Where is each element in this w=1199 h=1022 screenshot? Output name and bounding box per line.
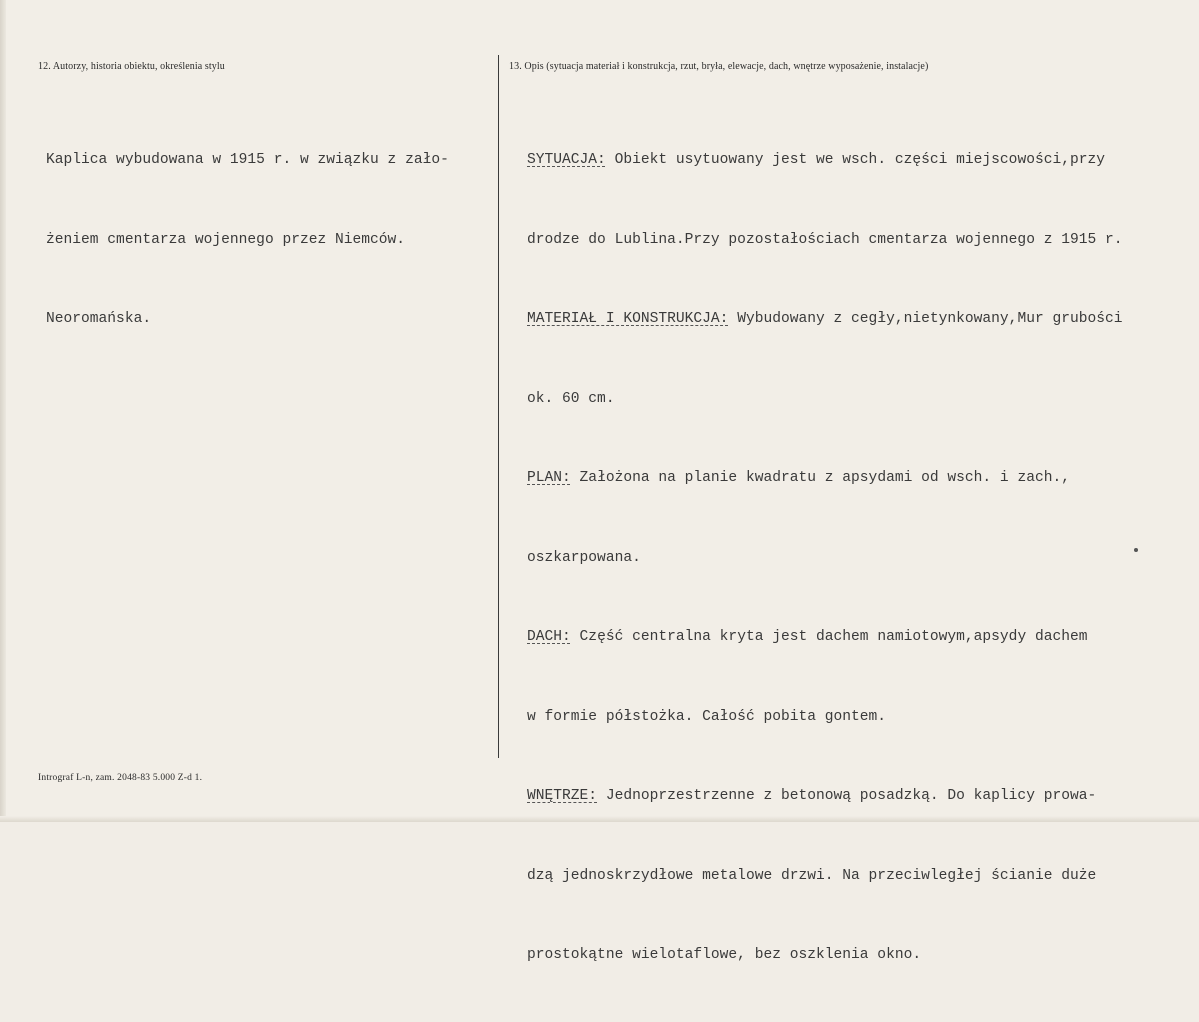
- column-divider: [498, 55, 499, 758]
- section-12-header: 12. Autorzy, historia obiektu, określenia stylu: [38, 61, 225, 72]
- description-text: [527, 94, 1199, 1022]
- history-line: Kaplica wybudowana w 1915 r. w związku z zało-: [46, 152, 449, 168]
- material-text: Wybudowany z cegły,nietynkowany,Mur grubości: [728, 311, 1123, 327]
- plan-line: [527, 465, 1199, 492]
- roof-line: [527, 624, 1199, 651]
- situation-label: SYTUACJA:: [527, 152, 606, 168]
- interior-text: Jednoprzestrzenne z betonową posadzką. Do kaplicy prowa-: [597, 788, 1097, 804]
- card-left-edge: [0, 0, 6, 822]
- history-line: żeniem cmentarza wojennego przez Niemców.: [46, 231, 406, 248]
- history-line: Neoromańska.: [46, 311, 152, 327]
- interior-line: [527, 783, 1199, 810]
- ink-speck: [1134, 548, 1138, 552]
- plan-text: Założona na planie kwadratu z apsydami od wsch. i zach.,: [570, 470, 1070, 486]
- roof-label: DACH:: [527, 629, 571, 645]
- material-label: MATERIAŁ I KONSTRUKCJA:: [527, 311, 729, 327]
- material-line: [527, 306, 1199, 333]
- plan-line-2: oszkarpowana.: [527, 549, 641, 566]
- plan-label: PLAN:: [527, 470, 571, 486]
- interior-line-3: prostokątne wielotaflowe, bez oszklenia okno.: [527, 947, 922, 963]
- roof-text: Część centralna kryta jest dachem namiotowym,apsydy dachem: [570, 629, 1088, 645]
- situation-line: [527, 147, 1199, 174]
- situation-line-2: drodze do Lublina.Przy pozostałościach cmentarza wojennego z 1915 r.: [527, 231, 1123, 248]
- material-line-2: ok. 60 cm.: [527, 390, 615, 407]
- history-text: [46, 94, 449, 386]
- situation-text: Obiekt usytuowany jest we wsch. części miejscowości,przy: [605, 152, 1106, 168]
- interior-label: WNĘTRZE:: [527, 788, 598, 804]
- section-13-header: 13. Opis (sytuacja materiał i konstrukcja, rzut, bryła, elewacje, dach, wnętrze wyposażenie, instalacje): [509, 61, 929, 72]
- interior-line-2: dzą jednoskrzydłowe metalowe drzwi. Na przeciwległej ścianie duże: [527, 867, 1097, 884]
- roof-line-2: w formie półstożka. Całość pobita gontem.: [527, 708, 887, 725]
- printer-footer: Intrograf L-n, zam. 2048-83 5.000 Z-d 1.: [38, 773, 203, 783]
